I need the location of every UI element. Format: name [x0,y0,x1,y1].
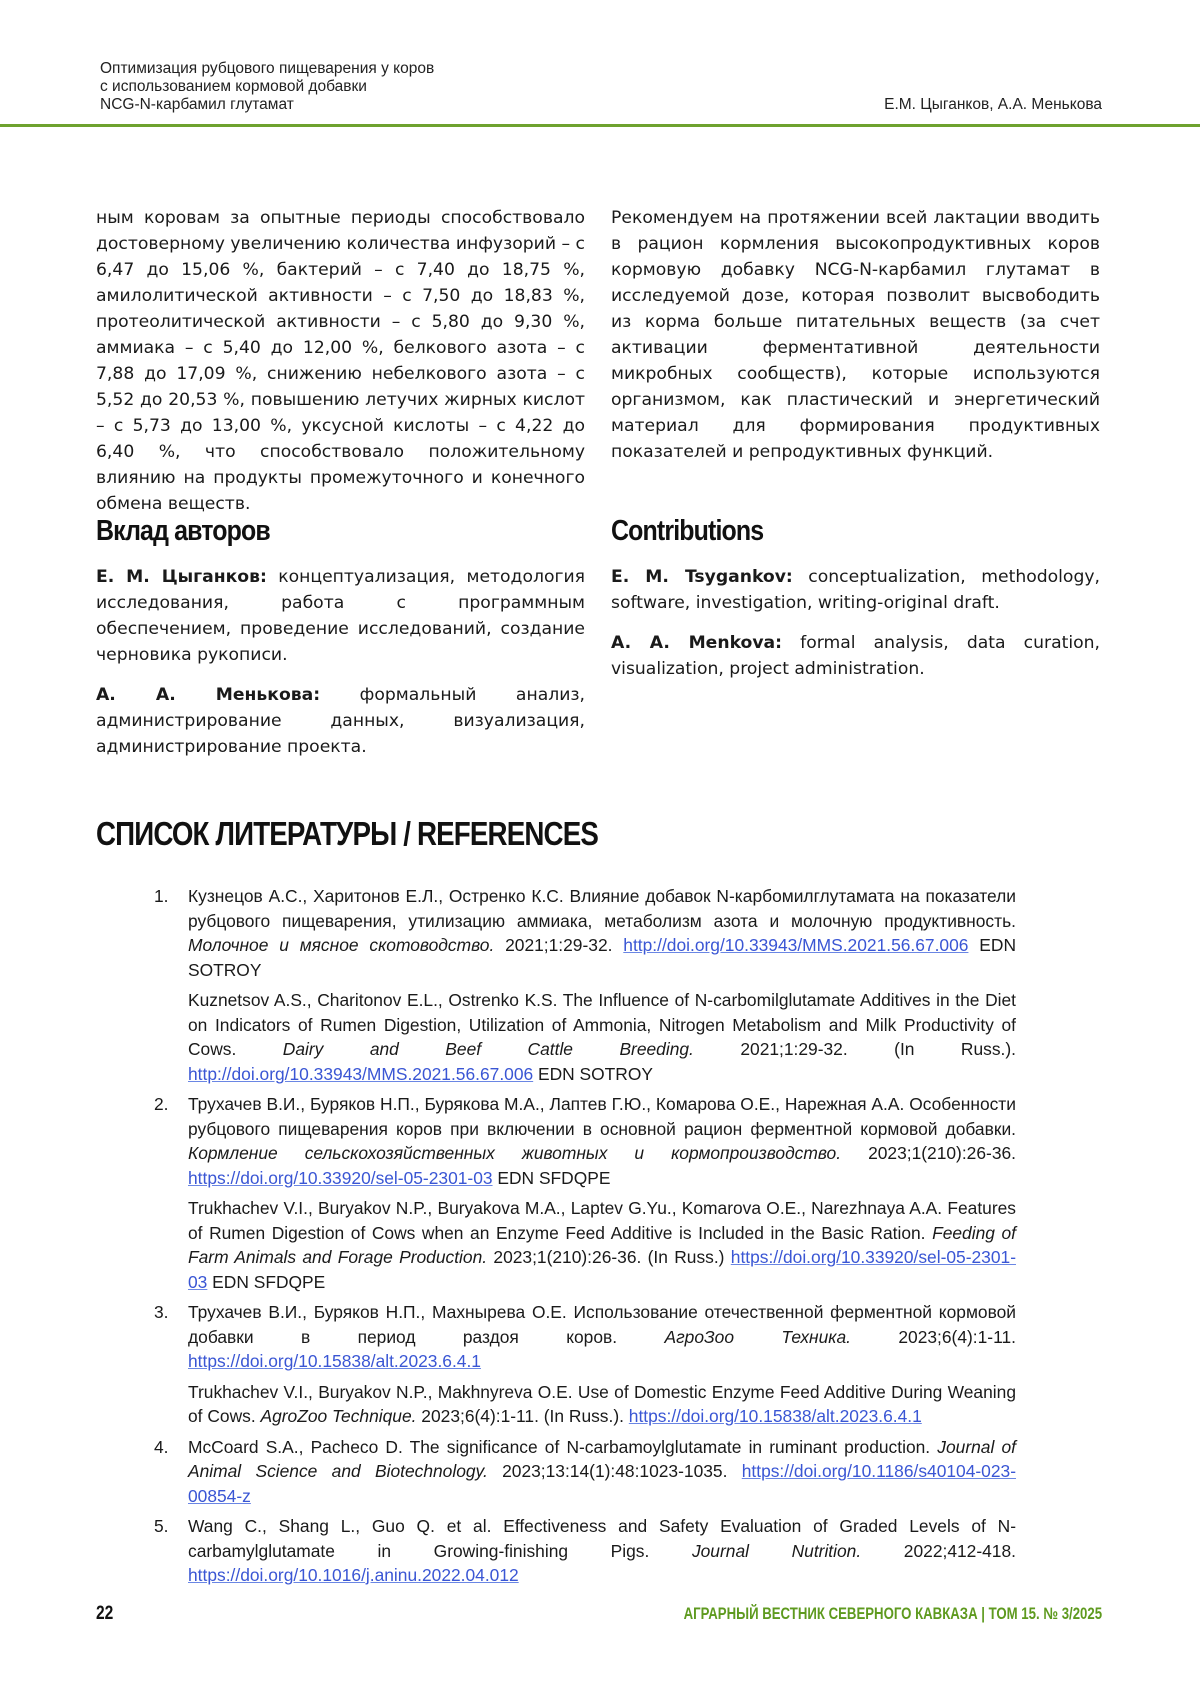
contribution-item [611,630,1100,682]
contributor-name: E. M. Tsygankov: [611,567,793,587]
reference-number: 5. [154,1516,169,1536]
reference-ru [188,1300,1016,1374]
contributions-en [611,515,1100,696]
contributor-name: Е. М. Цыганков: [96,567,267,587]
reference-en [188,988,1016,1086]
reference-item [150,1514,1016,1588]
contribution-item [611,564,1100,616]
contributor-name: А. А. Менькова: [96,685,321,705]
reference-item [150,1092,1016,1294]
reference-details: 2023;6(4):1-11. [850,1326,1016,1347]
reference-journal: AgroZoo Technique. [260,1406,417,1426]
reference-journal: Journal of Animal Science and Biotechnology. [188,1436,1016,1481]
reference-authors-title: Wang C., Shang L., Guo Q. et al. Effectiveness and Safety Evaluation of Graded Levels of N-carbamylglutamate in Growing-finishing Pigs. [188,1516,1016,1561]
reference-number: 2. [154,1094,169,1114]
reference-en [188,1514,1016,1588]
doi-link[interactable]: https://doi.org/10.1186/s40104-023-00854-z [188,1461,1016,1506]
header-divider [0,124,1200,127]
doi-link[interactable]: http://doi.org/10.33943/MMS.2021.56.67.006 [188,1063,534,1084]
running-head-authors: Е.М. Цыганков, А.А. Менькова [884,96,1102,113]
running-head [100,60,1102,114]
reference-journal: Feeding of Farm Animals and Forage Production. [188,1222,1016,1267]
reference-number: 3. [154,1302,169,1322]
references-heading: СПИСОК ЛИТЕРАТУРЫ / REFERENCES [96,815,599,852]
reference-authors-title: Трухачев В.И., Буряков Н.П., Махнырева О.Е. Использование отечественной ферментной кормовой добавки в период раздоя коров. [188,1302,1016,1347]
contributions-ru-heading: Вклад авторов [96,515,270,547]
reference-edn: EDN SOTROY [188,935,1016,980]
article-title-line: NCG-N-карбамил глутамат [100,96,294,113]
reference-edn: EDN SFDQPE [492,1167,611,1188]
doi-link[interactable]: https://doi.org/10.15838/alt.2023.6.4.1 [188,1351,481,1371]
contribution-text: формальный анализ, администрирование данных, визуализация, администрирование проекта. [96,685,585,757]
reference-journal: Dairy and Beef Cattle Breeding. [282,1039,694,1059]
reference-journal: Молочное и мясное скотоводство. [188,935,495,955]
doi-link[interactable]: https://doi.org/10.33920/sel-05-2301-03 [188,1167,493,1188]
reference-en [188,1435,1016,1509]
journal-footer: АГРАРНЫЙ ВЕСТНИК СЕВЕРНОГО КАВКАЗА | ТОМ 15. № 3/2025 [683,1605,1102,1623]
reference-authors-title: McCoard S.A., Pacheco D. The significance of N-carbamoylglutamate in ruminant production. [188,1436,938,1457]
reference-ru [188,1092,1016,1190]
reference-item [150,884,1016,1086]
reference-authors-title: Трухачев В.И., Буряков Н.П., Бурякова М.А., Лаптев Г.Ю., Комарова О.Е., Нарежная А.А. Особенности рубцового пищеварения коров при включении в основной рацион ферментной кормовой добавки. [188,1094,1016,1139]
reference-journal: Journal Nutrition. [691,1540,862,1561]
reference-authors-title: Кузнецов А.С., Харитонов Е.Л., Остренко К.С. Влияние добавок N-карбомилглутамата на показатели рубцового пищеварения, утилизацию аммиака, метаболизм азота и молочную продуктивность. [188,886,1016,931]
body-column-left [96,205,585,517]
contributor-name: A. A. Menkova: [611,633,783,653]
page-number: 22 [96,1603,114,1624]
contributions-ru [96,515,585,774]
doi-link[interactable]: http://doi.org/10.33943/MMS.2021.56.67.006 [623,935,969,955]
reference-number: 1. [154,886,169,906]
reference-edn: EDN SOTROY [533,1063,653,1084]
reference-edn: EDN SFDQPE [207,1271,326,1292]
contribution-text: formal analysis, data curation, visualization, project administration. [611,633,1100,679]
reference-ru [188,884,1016,982]
contribution-item [96,564,585,668]
reference-journal: АгроЗоо Техника. [664,1326,851,1347]
contribution-item [96,682,585,760]
recommendation-paragraph: Рекомендуем на протяжении всей лактации вводить в рацион кормления высокопродуктивных коров кормовую добавку NCG-N-карбамил глутамат в исследуемой дозе, которая позволит высвободить из корма больше питательных веществ (за счет активации ферментативной деятельности микробных сообществ), которые используются организмом, как пластический и энергетический материал для формирования продуктивных показателей и репродуктивных функций. [611,208,1100,462]
reference-details: 2022;412-418. [861,1540,1016,1561]
conclusion-paragraph: ным коровам за опытные периоды способствовало достоверному увеличению количества инфузорий – с 6,47 до 15,06 %, бактерий – с 7,40 до 18,75 %, амилолитической активности – с 7,50 до 18,83 %, протеолитической активности – с 5,80 до 9,30 %, аммиака – с 5,40 до 12,00 %, белкового азота – с 7,88 до 17,09 %, снижению небелкового азота – с 5,52 до 20,53 %, повышению летучих жирных кислот – с 5,73 до 13,00 %, уксусной кислоты – с 4,22 до 6,40 %, что способствовало положительному влиянию на продукты промежуточного и конечного обмена веществ. [96,208,585,514]
reference-en [188,1196,1016,1294]
reference-en [188,1380,1016,1429]
doi-link[interactable]: https://doi.org/10.33920/sel-05-2301-03 [188,1247,1016,1292]
reference-details: 2023;13:14(1):48:1023-1035. [487,1461,742,1481]
contributions-en-heading: Contributions [611,515,764,547]
reference-authors-title: Trukhachev V.I., Buryakov N.P., Makhnyreva O.E. Use of Domestic Enzyme Feed Additive During Weaning of Cows. [188,1381,1016,1426]
reference-details: 2023;1(210):26-36. [841,1143,1016,1163]
article-title-line: Оптимизация рубцового пищеварения у коров [100,60,435,77]
reference-authors-title: Kuznetsov A.S., Charitonov E.L., Ostrenko K.S. The Influence of N-carbomilglutamate Additives in the Diet on Indicators of Rumen Digestion, Utilization of Ammonia, Nitrogen Metabolism and Milk Productivity of Cows. [188,990,1016,1059]
reference-item [150,1300,1016,1429]
doi-link[interactable]: https://doi.org/10.15838/alt.2023.6.4.1 [628,1406,922,1426]
reference-authors-title: Trukhachev V.I., Buryakov N.P., Buryakova M.A., Laptev G.Yu., Komarova O.E., Narezhnaya A.A. Features of Rumen Digestion of Cows when an Enzyme Feed Additive is Included in the Basic Ration. [188,1198,1016,1243]
reference-details: 2021;1:29-32. [494,935,624,955]
doi-link[interactable]: https://doi.org/10.1016/j.aninu.2022.04.012 [188,1565,519,1585]
reference-details: 2021;1:29-32. (In Russ.). [693,1039,1016,1059]
reference-journal: Кормление сельскохозяйственных животных и кормопроизводство. [188,1143,842,1163]
reference-details: 2023;6(4):1-11. (In Russ.). [416,1406,629,1426]
reference-item [150,1435,1016,1509]
references-list [150,884,1016,1594]
reference-details: 2023;1(210):26-36. (In Russ.) [487,1247,731,1267]
reference-number: 4. [154,1436,169,1457]
body-column-right [611,205,1100,465]
article-title-line: с использованием кормовой добавки [100,78,367,95]
contribution-text: концептуализация, методология исследования, работа с программным обеспечением, проведение исследований, создание черновика рукописи. [96,567,585,665]
contribution-text: conceptualization, methodology, software, investigation, writing-original draft. [611,567,1100,613]
